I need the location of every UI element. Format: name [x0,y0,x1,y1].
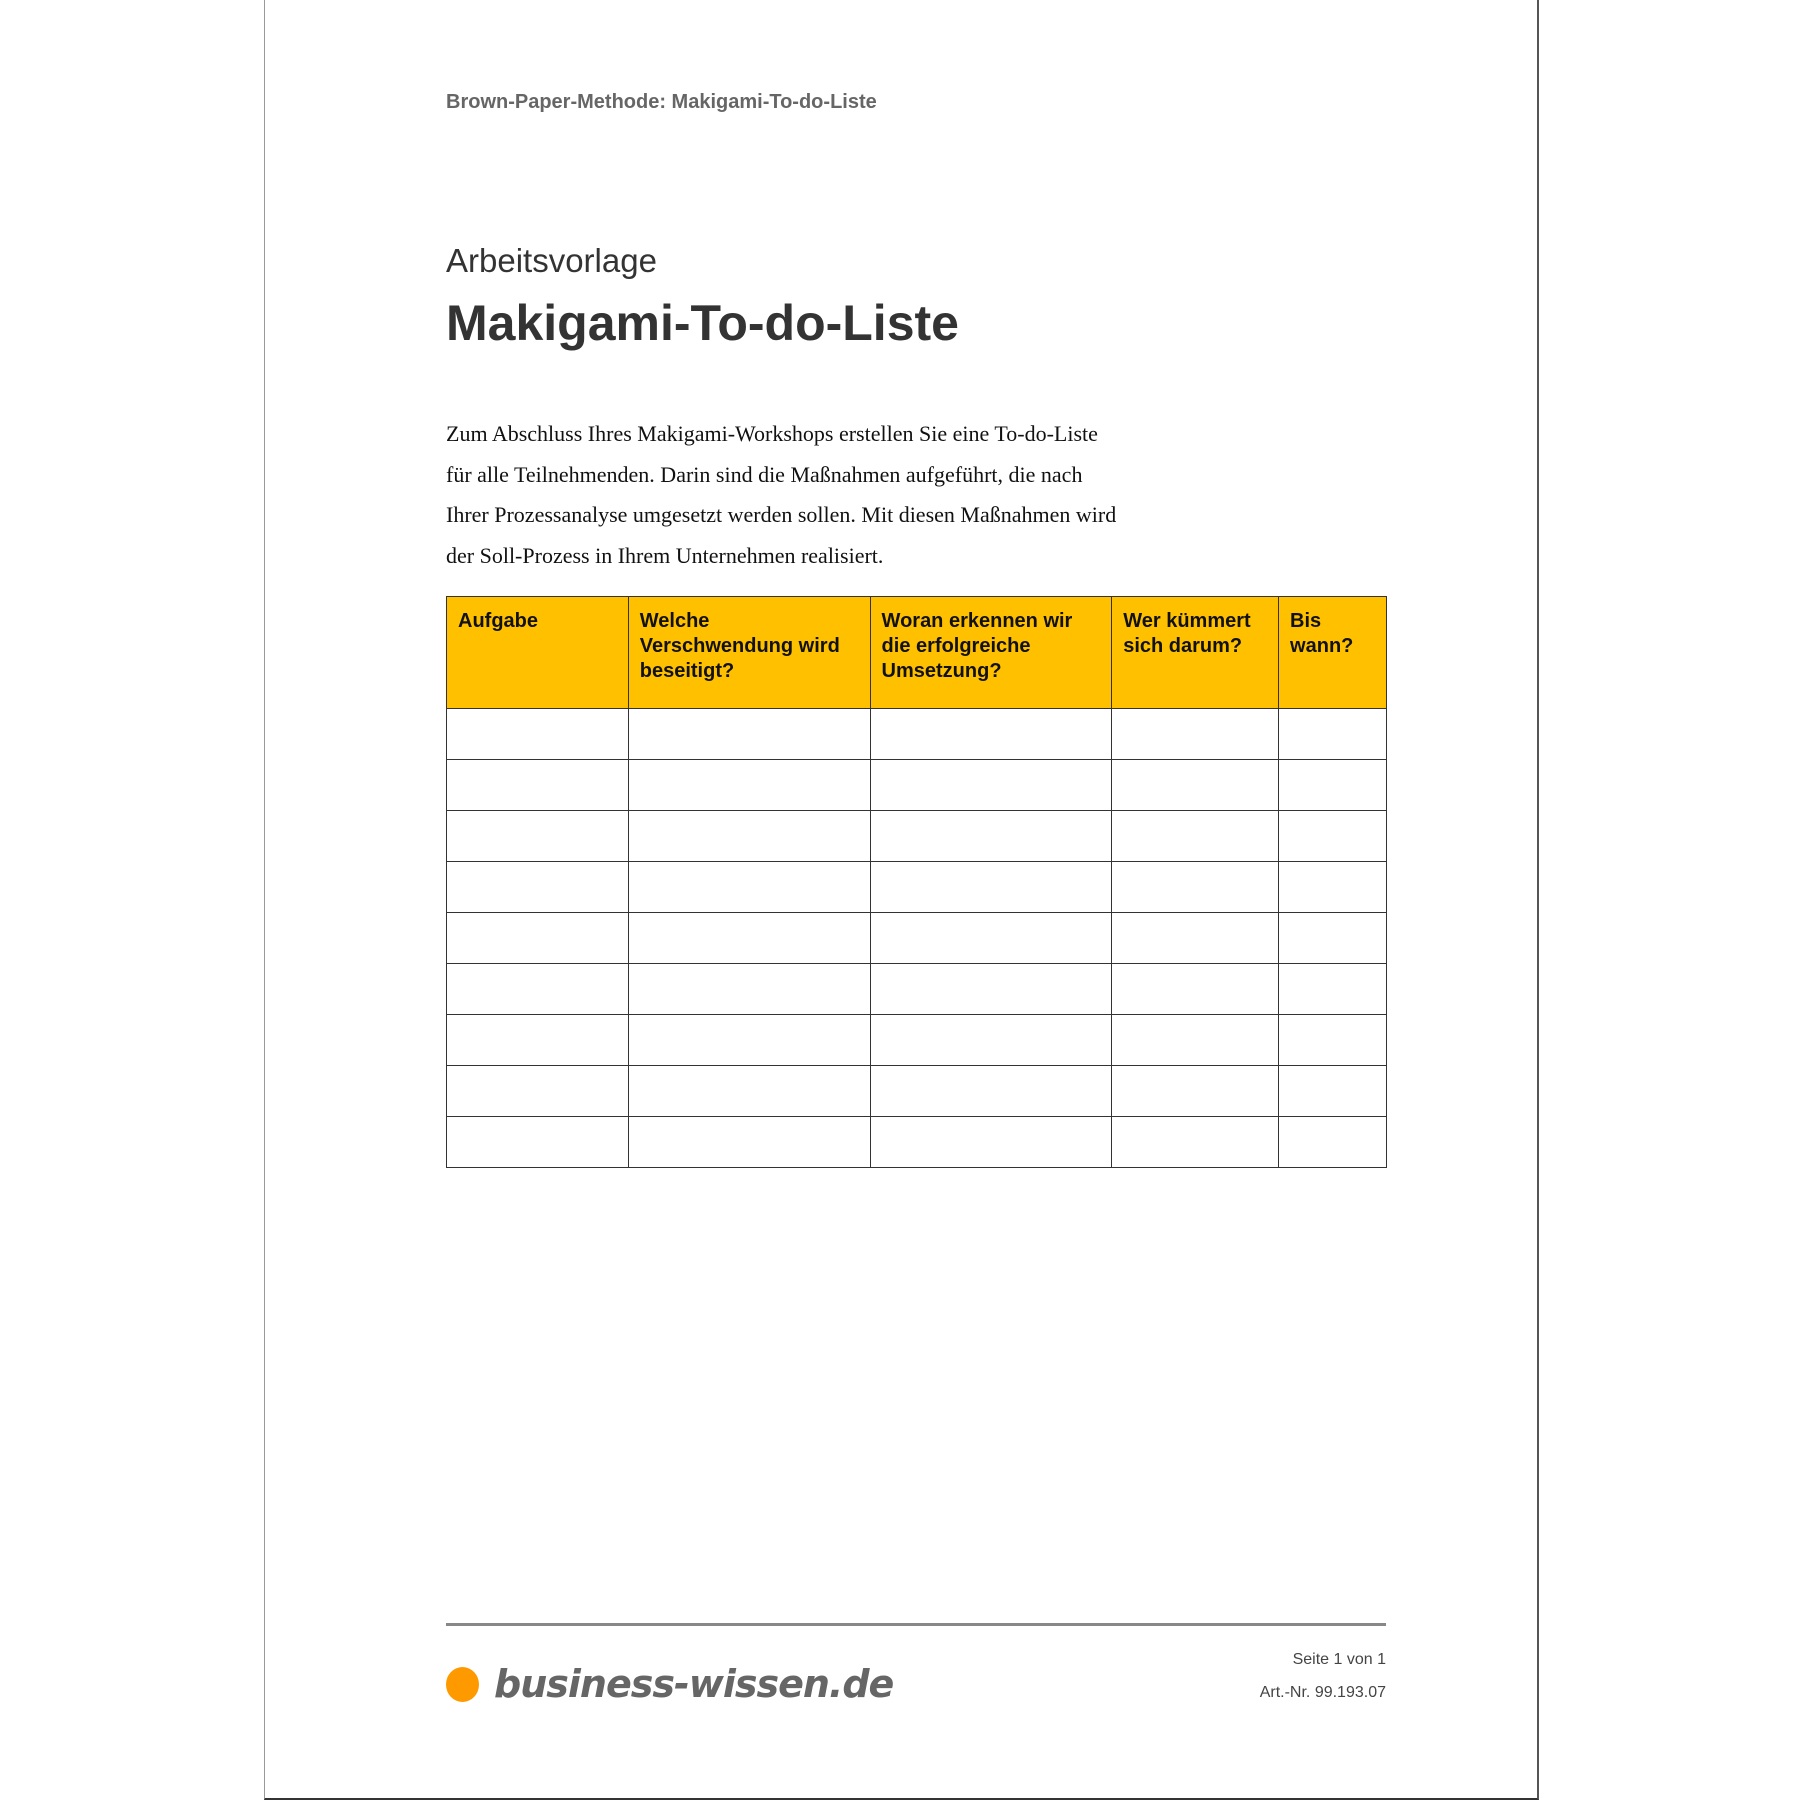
table-cell[interactable] [1279,1117,1387,1168]
table-cell[interactable] [447,913,629,964]
table-cell[interactable] [447,862,629,913]
table-cell[interactable] [1112,862,1279,913]
table-row [447,913,1387,964]
table-cell[interactable] [447,1066,629,1117]
logo-text: business-wissen.de [494,1662,894,1706]
column-header-waste: Welche Verschwendung wird beseitigt? [628,597,870,709]
table-cell[interactable] [628,1117,870,1168]
table-cell[interactable] [870,760,1112,811]
table-header-row [447,597,1387,709]
table-cell[interactable] [1112,1066,1279,1117]
table-cell[interactable] [447,1117,629,1168]
brand-logo [446,1662,893,1706]
table-cell[interactable] [1112,760,1279,811]
table-cell[interactable] [870,964,1112,1015]
table-cell[interactable] [628,862,870,913]
table-cell[interactable] [1279,1015,1387,1066]
table-cell[interactable] [447,760,629,811]
table-cell[interactable] [870,709,1112,760]
table-cell[interactable] [628,1066,870,1117]
table-cell[interactable] [1279,913,1387,964]
table-cell[interactable] [447,709,629,760]
column-header-success: Woran erkennen wir die erfolgreiche Umsetzung? [870,597,1112,709]
table-row [447,709,1387,760]
table-row [447,811,1387,862]
table-cell[interactable] [628,709,870,760]
table-cell[interactable] [628,760,870,811]
intro-line: für alle Teilnehmenden. Darin sind die Maßnahmen aufgeführt, die nach [446,461,1083,487]
table-cell[interactable] [1279,811,1387,862]
table-row [447,760,1387,811]
table-cell[interactable] [870,913,1112,964]
table-cell[interactable] [1112,1015,1279,1066]
table-cell[interactable] [628,913,870,964]
table-cell[interactable] [1279,709,1387,760]
table-row [447,964,1387,1015]
table-cell[interactable] [628,964,870,1015]
table-row [447,1015,1387,1066]
table-cell[interactable] [1279,1066,1387,1117]
table-row [447,1117,1387,1168]
table-row [447,862,1387,913]
table-cell[interactable] [447,811,629,862]
table-cell[interactable] [628,1015,870,1066]
footer-divider [446,1623,1386,1626]
column-header-owner: Wer kümmert sich darum? [1112,597,1279,709]
column-header-task: Aufgabe [447,597,629,709]
table-cell[interactable] [870,862,1112,913]
table-cell[interactable] [1112,964,1279,1015]
table-cell[interactable] [1112,709,1279,760]
table-cell[interactable] [1279,862,1387,913]
table-cell[interactable] [1112,1117,1279,1168]
table-cell[interactable] [1112,913,1279,964]
table-cell[interactable] [1112,811,1279,862]
document-kicker: Arbeitsvorlage [446,242,657,279]
table-cell[interactable] [870,1117,1112,1168]
running-header: Brown-Paper-Methode: Makigami-To-do-Liste [446,91,877,113]
table-cell[interactable] [447,1015,629,1066]
page-number: Seite 1 von 1 [1292,1651,1386,1668]
todo-table [446,596,1387,1168]
table-cell[interactable] [1279,964,1387,1015]
table-cell[interactable] [870,1066,1112,1117]
column-header-deadline: Bis wann? [1279,597,1387,709]
intro-line: der Soll-Prozess in Ihrem Unternehmen realisiert. [446,543,884,569]
intro-line: Zum Abschluss Ihres Makigami-Workshops erstellen Sie eine To-do-Liste [446,421,1098,446]
document-title: Makigami-To-do-Liste [446,295,959,351]
article-number: Art.-Nr. 99.193.07 [1259,1684,1386,1701]
table-cell[interactable] [628,811,870,862]
table-row [447,1066,1387,1117]
intro-paragraph [446,414,1186,577]
table-cell[interactable] [870,1015,1112,1066]
table-cell[interactable] [1279,760,1387,811]
intro-line: Ihrer Prozessanalyse umgesetzt werden sollen. Mit diesen Maßnahmen wird [446,502,1117,528]
table-cell[interactable] [870,811,1112,862]
table-cell[interactable] [447,964,629,1015]
logo-dot-icon [446,1667,479,1702]
